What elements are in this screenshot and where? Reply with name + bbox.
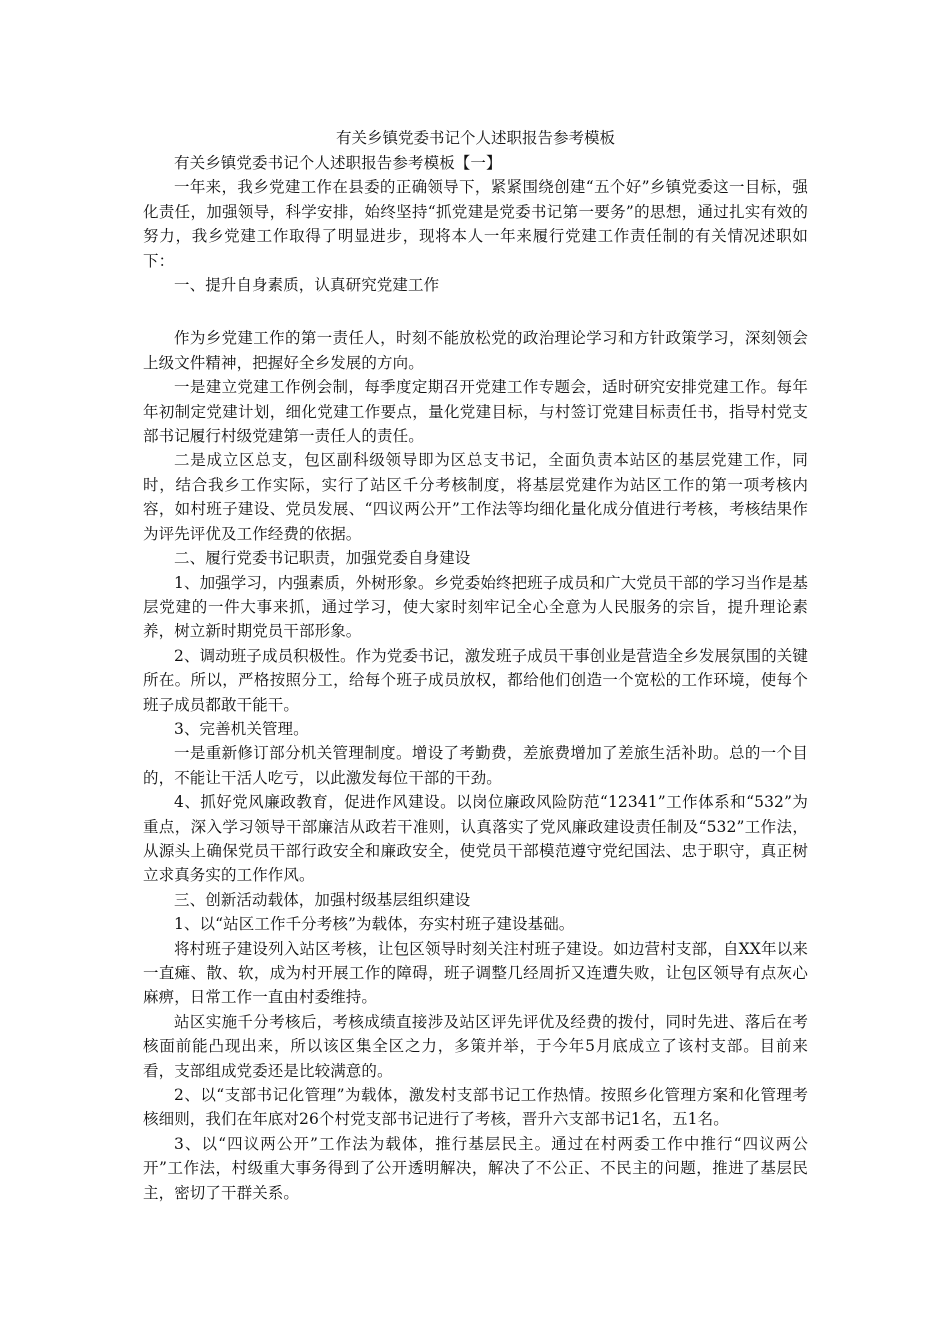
section-heading-1: 一、提升自身素质，认真研究党建工作 — [174, 276, 440, 295]
body-paragraph: 2、以“支部书记化管理”为载体，激发村支部书记工作热情。按照乡化管理方案和化管理考核细则，我们在年底对26个村党支部书记进行了考核，晋升六支部书记1名，五1名。 — [143, 1086, 808, 1129]
body-paragraph: 作为乡党建工作的第一责任人，时刻不能放松党的政治理论学习和方针政策学习，深刻领会上级文件精神，把握好全乡发展的方向。 — [143, 329, 808, 372]
body-paragraph: 3、以“四议两公开”工作法为载体，推行基层民主。通过在村两委工作中推行“四议两公开”工作法，村级重大事务得到了公开透明解决，解决了不公正、不民主的问题，推进了基层民主，密切了干群关系。 — [143, 1134, 808, 1202]
intro-paragraph: 一年来，我乡党建工作在县委的正确领导下，紧紧围绕创建“五个好”乡镇党委这一目标，强化责任，加强领导，科学安排，始终坚持“抓党建是党委书记第一要务”的思想，通过扎实有效的努力，我乡党建工作取得了明显进步，现将本人一年来履行党建工作责任制的有关情况述职如下： — [143, 178, 808, 270]
body-paragraph: 1、加强学习，内强素质，外树形象。乡党委始终把班子成员和广大党员干部的学习当作是基层党建的一件大事来抓，通过学习，使大家时刻牢记全心全意为人民服务的宗旨，提升理论素养，树立新时期党员干部形象。 — [143, 573, 808, 641]
blank-line — [143, 297, 808, 326]
document-title: 有关乡镇党委书记个人述职报告参考模板 — [335, 129, 615, 147]
section-heading-2: 二、履行党委书记职责，加强党委自身建设 — [174, 549, 471, 568]
body-paragraph: 站区实施千分考核后，考核成绩直接涉及站区评先评优及经费的拨付，同时先进、落后在考核面前能凸现出来，所以该区集全区之力，多策并举，于今年5月底成立了该村支部。目前来看，支部组成党委还是比较满意的。 — [143, 1012, 808, 1080]
body-paragraph: 一是重新修订部分机关管理制度。增设了考勤费，差旅费增加了差旅生活补助。总的一个目的，不能让干活人吃亏，以此激发每位干部的干劲。 — [143, 744, 808, 787]
body-paragraph: 4、抓好党风廉政教育，促进作风建设。以岗位廉政风险防范“12341”工作体系和“532”为重点，深入学习领导干部廉洁从政若干准则，认真落实了党风廉政建设责任制及“532”工作法，从源头上确保党员干部行政安全和廉政安全，使党员干部模范遵守党纪国法、忠于职守，真正树立求真务实的工作作风。 — [143, 793, 808, 885]
subtitle-paragraph: 有关乡镇党委书记个人述职报告参考模板【一】 — [174, 154, 502, 172]
body-paragraph: 二是成立区总支，包区副科级领导即为区总支书记，全面负责本站区的基层党建工作，同时，结合我乡工作实际，实行了站区千分考核制度，将基层党建作为站区工作的第一项考核内容，如村班子建设、党员发展、“四议两公开”工作法等均细化量化成分值进行考核，考核结果作为评先评优及工作经费的依据。 — [143, 451, 808, 543]
body-paragraph: 1、以“站区工作千分考核”为载体，夯实村班子建设基础。 — [174, 915, 575, 934]
body-paragraph: 一是建立党建工作例会制，每季度定期召开党建工作专题会，适时研究安排党建工作。每年年初制定党建计划，细化党建工作要点，量化党建目标，与村签订党建目标责任书，指导村党支部书记履行村级党建第一责任人的责任。 — [143, 378, 808, 446]
section-heading-3: 三、创新活动载体，加强村级基层组织建设 — [174, 890, 471, 909]
document-page — [143, 127, 808, 1205]
body-paragraph: 2、调动班子成员积极性。作为党委书记，激发班子成员干事创业是营造全乡发展氛围的关键所在。所以，严格按照分工，给每个班子成员放权，都给他们创造一个宽松的工作环境，使每个班子成员都敢干能干。 — [143, 646, 808, 714]
body-paragraph: 3、完善机关管理。 — [174, 719, 309, 738]
body-paragraph: 将村班子建设列入站区考核，让包区领导时刻关注村班子建设。如边营村支部，自XX年以来一直瘫、散、软，成为村开展工作的障碍，班子调整几经周折又连遭失败，让包区领导有点灰心麻痹，日常工作一直由村委维持。 — [143, 939, 808, 1007]
